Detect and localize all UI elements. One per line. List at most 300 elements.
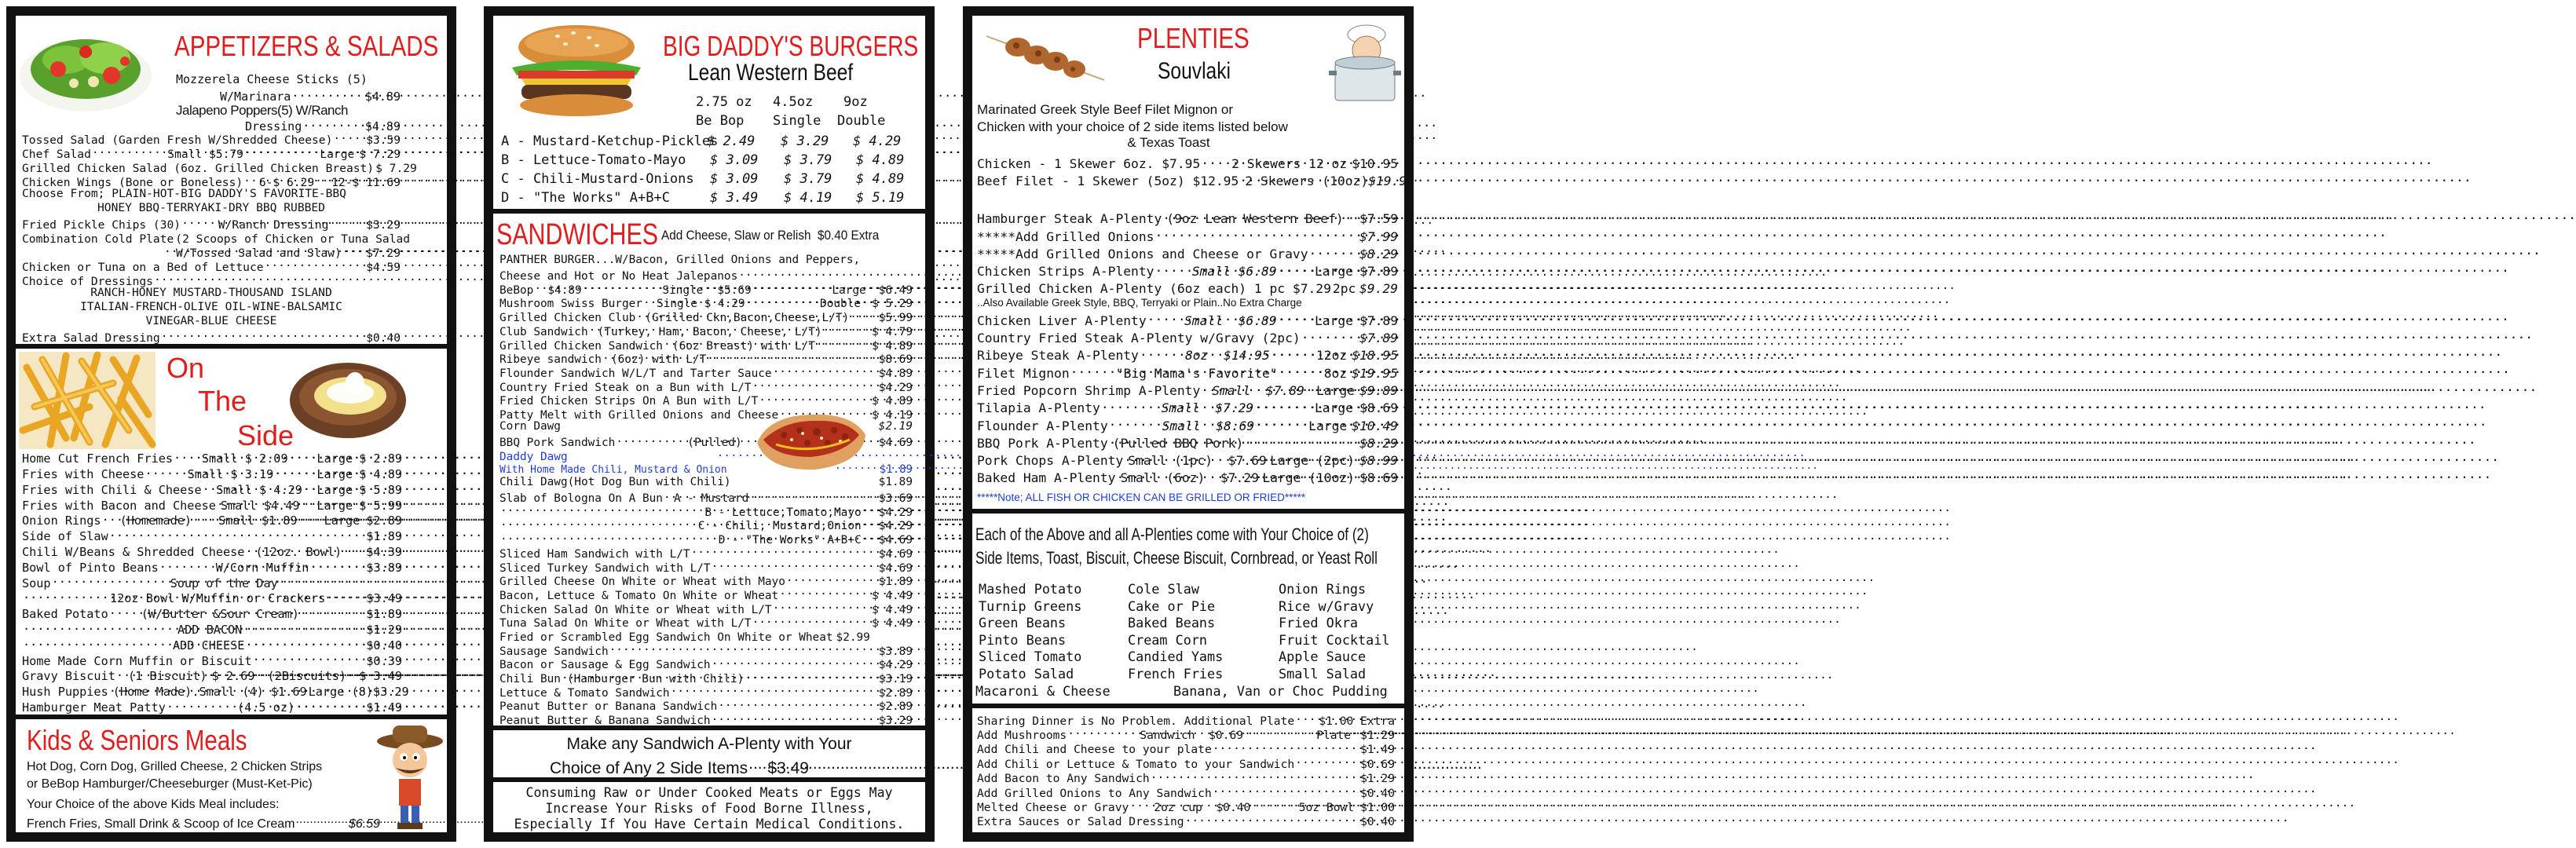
left-column [6,6,456,842]
sides-header-1: Each of the Above and all A-Plenties come with Your Choice of (2) [975,525,1369,544]
menu-item-detail: Small $ 3.19 [187,466,274,481]
menu-item-detail: (Grilled Ckn,Bacon,Cheese,L/T) [645,312,850,325]
menu-item-price: $ 5.89 [359,482,403,497]
menu-item-label: Tilapia A-Plenty [977,400,1100,416]
menu-item-detail: $4.89 [547,283,582,297]
menu-item-label: ITALIAN-FRENCH-OLIVE OIL-WINE-BALSAMIC [80,300,342,313]
menu-item-label: Chili W/Beans & Shredded Cheese [22,544,245,559]
side-option: Rice w/Gravy [1279,598,1374,614]
menu-item-label: Grilled Cheese On White or Wheat with Mayo [499,576,785,589]
side-title-on: On [166,352,205,384]
menu-item-label: Filet Mignon [977,365,1070,381]
menu-item-detail: Large [317,451,353,466]
menu-item-label: Grilled Chicken Sandwich [499,339,663,353]
menu-item-price: $7.89 [1359,264,1398,280]
menu-item-detail: Large [1314,313,1353,328]
menu-item-price: $ 7.29 [359,147,401,161]
menu-item-detail: W/Corn Muffin [215,560,309,575]
menu-item-price: $8.99 [1359,453,1398,469]
menu-item [22,330,401,344]
burgers-subtitle: Lean Western Beef [688,60,854,86]
menu-item-detail: D - "The Works" A+B+C [718,534,862,547]
menu-item [499,713,913,727]
menu-item-price: $8.69 [1359,400,1399,416]
menu-item-price: $7.59 [1359,211,1398,227]
menu-item-label: Chicken Liver A-Plenty [977,313,1147,328]
menu-item-label: Baked Ham A-Plenty [977,470,1116,486]
appetizers-top-lines [176,74,401,133]
plenties-section [972,16,1414,509]
menu-item-label: Daddy Dawg [499,451,568,464]
burger-name-3: Double [837,113,886,129]
menu-item-detail: Large [832,283,866,297]
warning-line-1: Consuming Raw or Under Cooked Meats or Eggs May [525,785,893,800]
menu-item-label: Hamburger Meat Patty [22,700,166,715]
menu-item-label: Country Fried Steak on a Bun with L/T [499,381,752,394]
side-title-the: The [198,385,247,417]
kids-price: $6.59 [348,817,380,831]
menu-item-detail: 6-$ 6.29 [258,175,315,189]
menu-item-label: Sharing Dinner is No Problem. Additional Plate [977,714,1295,728]
menu-item-price: $5.99 [878,312,913,325]
menu-item [499,616,913,630]
side-option: Small Salad [1279,665,1367,682]
menu-item-price: $0.69 [1360,757,1395,771]
menu-item-detail: ADD CHEESE [173,638,245,652]
menu-item-price: $9.89 [1359,382,1398,398]
menu-item-label: Peanut Butter & Banana Sandwich [499,715,711,728]
appetizers-list [22,132,417,345]
menu-item-price: $4.39 [366,544,402,559]
burger-price: $ 4.29 [853,133,902,149]
menu-item-price: $2.89 [878,686,913,700]
menu-item [22,217,401,231]
menu-item-label: Beef Filet - 1 Skewer (5oz) $12.95 [977,174,1239,189]
menu-item-label: Baked Potato [22,607,108,622]
menu-item-detail: Sandwich $0.69 [1140,728,1244,742]
menu-item-label: Cheese and Hot or No Heat Jalepanos [499,270,738,283]
menu-item-detail: Large [1314,264,1353,280]
menu-item-label: Bacon or Sausage & Egg Sandwich [499,659,711,672]
menu-item-label: Fries with Bacon and Cheese [22,498,216,513]
menu-item-detail: Large (10oz) [1262,470,1355,486]
side-option: Mashed Potato [979,581,1082,597]
menu-item-price: $ 4.79 [872,325,913,338]
warning-line-2: Increase Your Risks of Food Borne Illness, [545,801,873,816]
menu-item-detail: Large [317,498,353,513]
sandwiches-title: SANDWICHES [496,218,659,251]
side-list [22,451,409,715]
burger-label: D - "The Works" A+B+C [501,190,670,206]
menu-item-detail: Small $1.89 [218,514,298,528]
burger-label: A - Mustard-Ketchup-Pickles [501,133,719,149]
menu-item-detail: Small $ 2.09 [201,451,288,466]
side-option: Cole Slaw [1128,581,1199,597]
menu-item-detail: (Pulled) [687,437,742,450]
menu-item-price: $7.99 [1359,228,1398,244]
menu-item-label: Chili Bun [499,673,561,686]
menu-item-price: $1.29 [1360,728,1395,742]
menu-item-detail: Large [1308,418,1348,433]
menu-item-label: Sausage Sandwich [499,645,609,658]
menu-item-price: $1.00 Extra [1319,714,1395,728]
menu-item-price: $9.29 [1359,281,1398,297]
sandwiches-extra-note: Add Cheese, Slaw or Relish $0.40 Extra [661,228,880,243]
appetizers-title: APPETIZERS & SALADS [174,30,439,62]
sandwiches-section [493,214,925,726]
menu-item-price: $ 7.29 [375,161,417,175]
menu-item-detail: Large [324,514,360,528]
menu-item-label: Club Sandwich [499,325,588,338]
menu-item-label: With Home Made Chili, Mustard & Onion [499,464,727,477]
menu-item-price: $7.89 [1359,313,1399,328]
menu-item-label: Chicken Strips A-Plenty [977,264,1154,280]
side-option: French Fries [1128,665,1224,682]
size-header-2: 4.5oz [773,94,814,110]
side-option: Apple Sauce [1279,649,1367,665]
menu-item-label: Peanut Butter or Banana Sandwich [499,700,718,714]
menu-item-detail: Soup of the Day [170,576,278,590]
side-option: Fried Okra [1279,615,1359,631]
menu-item-label: VINEGAR-BLUE CHEESE [145,314,277,327]
side-choices-section [972,514,1404,704]
size-header-1: 2.75 oz [696,94,752,110]
menu-item-price: $ 2.89 [359,451,403,466]
menu-item-detail: Small $6.89 [1184,313,1277,328]
menu-item-label: Add Chili and Cheese to your plate [977,743,1212,757]
menu-item-detail: Small $7.89 [1212,382,1304,398]
menu-item-detail: (Pulled BBQ Pork) [1112,435,1244,451]
promo-price: $3.49 [767,759,809,777]
promo-line-1: Make any Sandwich A-Plenty with Your [566,735,852,753]
menu-item-label: Patty Melt with Grilled Onions and Cheese [499,408,779,422]
side-option: Cake or Pie [1128,598,1216,614]
menu-item-detail: (12oz. Bowl) [255,544,342,559]
menu-item-price: $4.29 [878,506,913,519]
menu-item-label: Ribeye sandwich [499,353,602,367]
sandwiches-list [499,254,913,726]
menu-item-price: $0.40 [366,638,402,652]
plenties-desc-2: Chicken with your choice of 2 side items listed below [977,119,1288,134]
menu-item-price: $4.29 [878,659,913,672]
menu-item-price: $ 5.99 [359,498,402,513]
menu-item-label: BBQ Pork Sandwich [499,437,616,450]
menu-item-label: Ribeye Steak A-Plenty [977,348,1139,364]
menu-item-label: Chili Dawg [499,476,568,488]
menu-item-label: Chef Salad [22,147,91,161]
menu-item-detail: Large (8) [308,685,373,700]
burger-row [501,152,917,171]
menu-item-price: $0.40 [366,331,401,345]
menu-item-label: Fried or Scrambled Egg Sandwich On White or Wheat [499,631,833,644]
menu-item-label: *****Add Grilled Onions [977,228,1154,244]
menu-item-detail: (Home Made).Small (4) $1.69 [112,685,307,700]
menu-item-label: Tuna Salad On White or Wheat with L/T [499,617,752,631]
menu-item-label: Dressing [245,119,302,133]
side-option: Potato Salad [979,665,1074,682]
menu-item-label: Mushroom Swiss Burger [499,298,642,311]
side-option: Cream Corn [1128,631,1208,648]
side-title-side: Side [237,419,295,451]
menu-item-label: Sliced Turkey Sandwich with L/T [499,561,711,575]
menu-item-label: Chicken or Tuna on a Bed of Lettuce [22,260,264,274]
menu-item-price: $1.49 [366,700,402,715]
menu-item-detail: Small $8.69 [1162,418,1255,433]
menu-item-label: Fries with Chili & Cheese [22,482,202,497]
menu-item-label: Onion Rings [22,514,101,528]
menu-item-label: Home Made Corn Muffin or Biscuit [22,653,252,668]
burger-row [501,171,917,190]
menu-item-price: $10.49 [1352,418,1398,433]
menu-item-price: $4.29 [878,520,913,533]
menu-item-price: $ 3.49 [359,669,402,684]
burger-price: $ 2.49 [707,133,756,149]
menu-item-label: Fried Popcorn Shrimp A-Plenty [977,382,1201,398]
menu-item-detail: (Homemade) [119,514,192,528]
size-header-3: 9oz [843,94,868,110]
menu-item-detail: (1 Biscuit) [127,669,207,684]
menu-item-price: $0.39 [366,653,402,668]
kids-line-3: Your Choice of the above Kids Meal includes: [27,798,280,811]
baked-potato-image [287,353,408,441]
side-option: Macaroni & Cheese [975,683,1111,699]
menu-item-detail: (9oz Lean Western Beef) [1166,211,1344,227]
health-warning [493,782,925,832]
menu-item-price: $8.29 [1359,435,1398,451]
menu-item-price: $2.99 [836,631,870,644]
burger-price: $ 3.79 [784,171,832,187]
kids-price-row [27,815,380,831]
menu-item-label: Bowl of Pinto Beans [22,560,159,575]
menu-item-label: PANTHER BURGER...W/Bacon, Grilled Onions and Peppers, [499,254,861,266]
menu-item-detail: 2 Skewers (10oz) [1245,174,1369,189]
menu-item-price: $1.49 [1360,743,1395,757]
menu-item-label: Choice of Dressings [22,274,153,288]
plenties-subtitle: Souvlaki [1158,58,1231,84]
menu-item-price: $10.95 [1352,156,1398,172]
menu-item-label: Melted Cheese or Gravy [977,800,1129,814]
menu-item-price: $3.89 [878,645,913,658]
menu-item-label: Choose From; PLAIN-HOT-BIG DADDY'S FAVORITE-BBQ [22,187,346,200]
menu-item-price: $8.29 [1359,246,1398,261]
burger-label: C - Chili-Mustard-Onions [501,171,694,187]
menu-item-label: Country Fried Steak A-Plenty w/Gravy (2pc) [977,331,1301,346]
menu-item-label: Flounder Sandwich W/L/T and Tarter Sauce [499,367,772,380]
kids-title: Kids & Seniors Meals [27,724,247,756]
menu-item-price: $ 4.89 [872,339,913,353]
kids-section [16,719,447,832]
side-option: Pinto Beans [979,631,1067,648]
menu-item-price: $4.69 [878,534,913,547]
menu-item-price: $4.59 [366,260,401,274]
burger-price: $ 5.19 [856,190,905,206]
menu-item-label: BBQ Pork A-Plenty [977,435,1108,451]
menu-item-detail: (4.5 oz) [237,700,295,715]
menu-item-label: Add Chili or Lettuce & Tomato to your Sandwich [977,757,1295,771]
menu-item-price: $4.89 [364,90,401,104]
menu-item-price: $3.29 [366,217,401,232]
menu-item-detail: W/Ranch Dressing [218,217,329,232]
extras-list [977,713,1395,828]
menu-item-price: $2.89 [366,514,402,528]
burger-row [501,133,917,152]
menu-item-detail: (2 Scoops of Chicken or Tuna Salad [175,232,411,246]
menu-item-detail: 8oz [1323,365,1348,381]
fries-image [19,352,156,449]
burger-label: B - Lettuce-Tomato-Mayo [501,152,686,168]
kids-line-4: French Fries, Small Drink & Scoop of Ice Cream [27,817,295,831]
menu-item-detail: (W/Butter &Sour Cream) [141,607,299,622]
menu-item-price: $4.69 [878,561,913,575]
burger-price: $ 3.09 [710,171,759,187]
menu-item-price: $1.89 [366,529,402,544]
menu-item-price: $1.00 [1360,800,1395,814]
menu-item-detail: 12oz [1315,348,1348,364]
sides-col-2 [1128,581,1223,683]
menu-item-detail: $ 2.69 [211,669,255,684]
chef-pot-image [1327,24,1401,104]
menu-item-detail: 8oz $14.95 [1185,348,1270,364]
aplenty-promo [493,730,925,777]
warning-line-3: Especially If You Have Certain Medical Conditions. [514,817,905,832]
menu-item-price: $3.29 [878,715,913,728]
menu-item-label: HONEY BBQ-TERRYAKI-DRY BBQ RUBBED [97,201,325,214]
menu-item-price: $19.95 [1368,174,1414,189]
menu-item-price: $ 4.89 [872,395,913,408]
burger-price: $ 3.79 [784,152,832,168]
menu-item [977,280,1398,298]
burger-name-1: Be Bop [696,113,745,129]
side-option: Fruit Cocktail [1279,631,1390,648]
menu-item-price: $ 11.69 [352,175,401,189]
menu-item-detail: (2Biscuits) [267,669,347,684]
menu-item-label: Corn Dawg [499,420,561,433]
souvlaki-image [986,30,1104,86]
menu-item-label: Hush Puppies [22,685,108,700]
menu-item-label: Chicken Wings (Bone or Boneless) [22,175,243,189]
souvlaki-list [977,155,1414,190]
menu-item-label: Fried Chicken Strips On A Bun with L/T [499,395,759,408]
menu-item-price: $ 4.49 [872,603,913,616]
menu-item-price: $3.29 [372,685,409,700]
menu-item-price: $0.40 [1360,815,1395,829]
salad-image [19,20,152,113]
menu-item-detail: (Turkey, Ham, Bacon, Cheese, L/T) [597,325,822,338]
burgers-title: BIG DADDY'S BURGERS [663,30,919,62]
menu-item-price: $4.69 [878,437,913,450]
promo-text: Choice of Any 2 Side Items [550,759,748,777]
menu-item-label: Chicken - 1 Skewer 6oz. $7.95 [977,156,1201,172]
menu-item-label: W/Marinara [220,90,291,104]
menu-item-price: $ 4.49 [872,589,913,602]
menu-item-label: BeBop [499,283,534,297]
burger-price: $ 4.89 [856,152,905,168]
menu-item-detail: "Big Mama's Favorite" [1115,365,1278,381]
menu-item-label: Tossed Salad (Garden Fresh W/Shredded Cheese) [22,133,333,147]
menu-item-price: $3.19 [878,673,913,686]
menu-item-label: Mozzerela Cheese Sticks (5) [176,72,368,86]
menu-item-detail: 12- [331,175,353,189]
menu-item-detail: Large [317,482,353,497]
side-section [16,349,447,715]
menu-item-detail: (6oz) with L/T [610,353,707,367]
menu-item-price: $3.59 [366,133,401,147]
appetizers-section [16,16,447,344]
menu-item [977,173,1414,190]
menu-item [22,146,401,160]
menu-item-label: Sliced Ham Sandwich with L/T [499,547,690,561]
side-option: Green Beans [979,615,1067,631]
menu-item-detail: 2 Skewers 12 oz [1231,156,1348,172]
menu-item-detail: Small $ 4.29 [216,482,302,497]
menu-item-label: Grilled Chicken A-Plenty (6oz each) 1 pc $7.29 [977,281,1331,297]
menu-item-price: $8.69 [878,353,913,367]
burger-price: $ 3.09 [710,152,759,168]
menu-item-price: $0.40 [1360,786,1395,800]
menu-item-detail: W/Tossed Salad and Slaw) [176,246,342,260]
menu-item-price: $4.89 [364,119,401,133]
burgers-section [493,16,925,209]
menu-item-label: Pork Chops A-Plenty [977,453,1124,469]
menu-item-detail: Large (2pc) [1270,453,1355,469]
burger-image [495,24,658,124]
menu-item-detail: (Hamburger Bun with Chili) [566,673,745,686]
menu-item-price: $4.69 [878,547,913,561]
side-option: Onion Rings [1279,581,1367,597]
sides-header-2: Side Items, Toast, Biscuit, Cheese Biscuit, Cornbread, or Yeast Roll [975,548,1378,568]
menu-item-detail: Large [317,466,353,481]
menu-item-label: Grilled Chicken Salad (6oz. Grilled Chicken Breast) [22,161,375,175]
menu-item-label: Home Cut French Fries [22,451,174,466]
menu-item-detail: (Hot Dog Bun with Chili) [567,476,731,488]
sides-col-1 [979,581,1081,683]
menu-item-label: Add Mushrooms [977,728,1067,742]
menu-item-label: Grilled Chicken Club [499,312,636,325]
menu-item-price: $18.95 [1352,348,1399,364]
cowboy-image [375,724,445,829]
menu-item-detail: $5.69 [717,283,752,297]
menu-item-price: $ 4.49 [872,617,913,631]
menu-item-price: $1.89 [878,576,913,589]
menu-item-detail: 5oz Bowl [1298,800,1355,814]
sides-col-3 [1279,581,1389,683]
menu-item-label: Slab of Bologna On A Bun [499,492,663,506]
burger-price: $ 4.19 [784,190,832,206]
menu-item-price: $ 4.89 [359,466,402,481]
menu-item [977,470,1398,487]
side-option: Turnip Greens [979,598,1082,614]
menu-item-detail: 12oz Bowl W/Muffin or Crackers [110,591,326,606]
middle-column [484,6,935,842]
menu-item-detail: Double [820,298,862,311]
menu-item-label: Extra Sauces or Salad Dressing [977,815,1184,829]
menu-item-detail: A - Mustard [673,492,749,506]
menu-item-label: Soup [22,576,51,590]
menu-item-price: $3.69 [878,492,913,506]
burger-price: $ 4.89 [856,171,905,187]
menu-item-detail: (6oz Breast) with L/T [671,339,815,353]
menu-item-detail: Small (6oz) $7.29 [1120,470,1259,486]
burger-name-2: Single [773,113,821,129]
plenties-title: PLENTIES [1137,22,1250,54]
menu-item-price: $7.89 [1359,331,1398,346]
plenties-list [977,210,1398,487]
menu-item-detail: 2pc [1332,281,1356,297]
menu-item-detail: Large [320,147,355,161]
menu-item-label: Add Grilled Onions to Any Sandwich [977,786,1212,800]
menu-item [977,263,1398,280]
burger-price: $ 3.49 [710,190,759,206]
